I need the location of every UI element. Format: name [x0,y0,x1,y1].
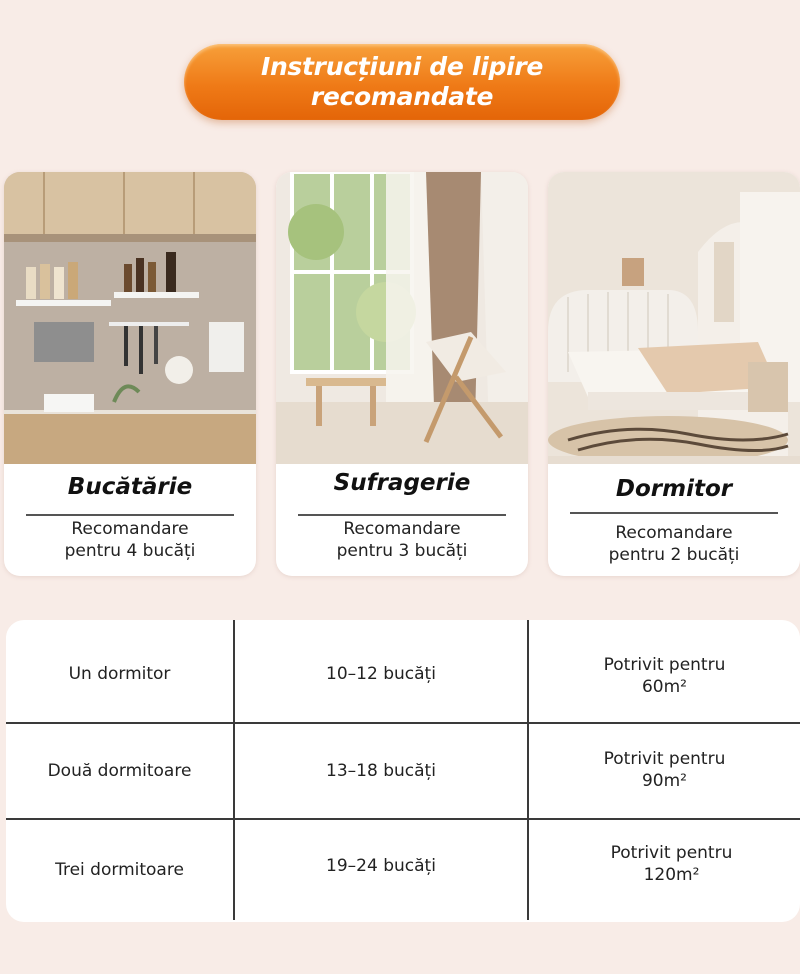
divider [570,512,778,514]
cell-text: Potrivit pentru [603,749,726,769]
title-banner [184,44,620,120]
table-row-2-fit [529,730,800,810]
recommend-line-1: Recomandare [71,519,189,539]
table-row-2-pieces [235,724,527,818]
table-row-3-type [6,820,233,920]
cell-text: Un dormitor [68,664,171,684]
table-row-1-fit [529,636,800,716]
recommend-line-1: Recomandare [615,523,733,543]
bedroom-photo [548,172,800,464]
cell-text: Potrivit pentru [603,655,726,675]
cell-text: Două dormitoare [47,761,192,781]
table-row-1-type [6,626,233,722]
cell-text: Potrivit pentru [610,843,733,863]
room-card-living-room [276,172,528,576]
cell-text: 120m² [643,865,700,885]
table-row-3-pieces [235,816,527,916]
room-recommendation [548,522,800,566]
recommend-line-2: pentru 4 bucăți [64,541,196,561]
living-room-photo [276,172,528,464]
room-name: Dormitor [615,476,733,502]
room-name: Bucătărie [67,474,193,500]
room-name: Sufragerie [333,470,471,496]
cell-text: 60m² [641,677,687,697]
cell-text: 10–12 bucăți [326,664,436,684]
divider [298,514,506,516]
room-recommendation [4,518,256,562]
cell-text: Trei dormitoare [55,860,184,880]
recommend-line-2: pentru 3 bucăți [336,541,468,561]
title-line-1: Instrucțiuni de lipire [260,52,544,81]
title-line-2: recomandate [310,82,494,111]
cell-text: 13–18 bucăți [326,761,436,781]
cell-text: 19–24 bucăți [326,856,436,876]
kitchen-photo [4,172,256,464]
recommend-line-1: Recomandare [343,519,461,539]
table-row-1-pieces [235,626,527,722]
cell-text: 90m² [641,771,687,791]
room-card-bedroom [548,172,800,576]
recommend-line-2: pentru 2 bucăți [608,545,740,565]
room-recommendation [276,518,528,562]
room-card-kitchen [4,172,256,576]
table-row-2-type [6,724,233,818]
divider [26,514,234,516]
table-row-3-fit [543,822,800,906]
